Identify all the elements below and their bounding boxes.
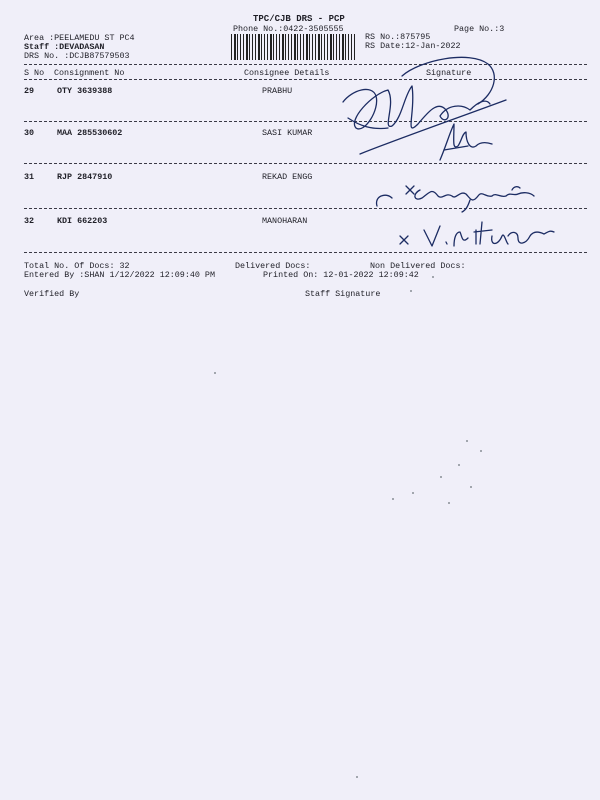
scan-speck: [412, 492, 414, 494]
row-consignment: RJP 2847910: [57, 172, 113, 182]
row-sno: 31: [24, 172, 35, 182]
scan-speck: [356, 776, 358, 778]
scan-speck: [432, 276, 434, 278]
scan-speck: [448, 502, 450, 504]
row-consignment: OTY 3639388: [57, 86, 113, 96]
verified-by-label: Verified By: [24, 289, 80, 299]
row-consignment: KDI 662203: [57, 216, 108, 226]
column-header-consignment: Consignment No: [54, 68, 125, 78]
column-header-consignee: Consignee Details: [244, 68, 330, 78]
rs-date: RS Date:12-Jan-2022: [365, 41, 461, 51]
scan-speck: [410, 290, 412, 292]
column-header-sno: S No: [24, 68, 45, 78]
row-consignee: PRABHU: [262, 86, 293, 96]
row-consignee: REKAD ENGG: [262, 172, 313, 182]
total-docs: Total No. Of Docs: 32: [24, 261, 130, 271]
column-header-signature: Signature: [426, 68, 472, 78]
scan-speck: [466, 440, 468, 442]
area-label: Area :PEELAMEDU ST PC4: [24, 33, 135, 43]
row-divider: [24, 163, 587, 164]
divider-bottom: [24, 252, 587, 253]
divider-header: [24, 79, 587, 80]
row-consignment: MAA 285530602: [57, 128, 123, 138]
scan-speck: [440, 476, 442, 478]
row-sno: 29: [24, 86, 35, 96]
non-delivered-docs: Non Delivered Docs:: [370, 261, 466, 271]
scan-speck: [214, 372, 216, 374]
row-sno: 30: [24, 128, 35, 138]
page-number: Page No.:3: [454, 24, 505, 34]
row-divider: [24, 121, 587, 122]
entered-by: Entered By :SHAN 1/12/2022 12:09:40 PM: [24, 270, 215, 280]
scan-speck: [480, 450, 482, 452]
report-title: TPC/CJB DRS - PCP: [253, 14, 345, 24]
scan-speck: [470, 486, 472, 488]
scan-speck: [392, 498, 394, 500]
rs-number: RS No.:875795: [365, 32, 431, 42]
drs-number: DRS No. :DCJB87579503: [24, 51, 130, 61]
row-consignee: MANOHARAN: [262, 216, 308, 226]
staff-label: Staff :DEVADASAN: [24, 42, 105, 52]
phone-number: Phone No.:0422-3505555: [233, 24, 344, 34]
divider-top: [24, 64, 587, 65]
row-sno: 32: [24, 216, 35, 226]
delivered-docs: Delivered Docs:: [235, 261, 311, 271]
staff-signature-label: Staff Signature: [305, 289, 381, 299]
printed-on: Printed On: 12-01-2022 12:09:42: [263, 270, 419, 280]
row-divider: [24, 208, 587, 209]
scan-speck: [458, 464, 460, 466]
row-consignee: SASI KUMAR: [262, 128, 313, 138]
barcode: [231, 34, 355, 60]
